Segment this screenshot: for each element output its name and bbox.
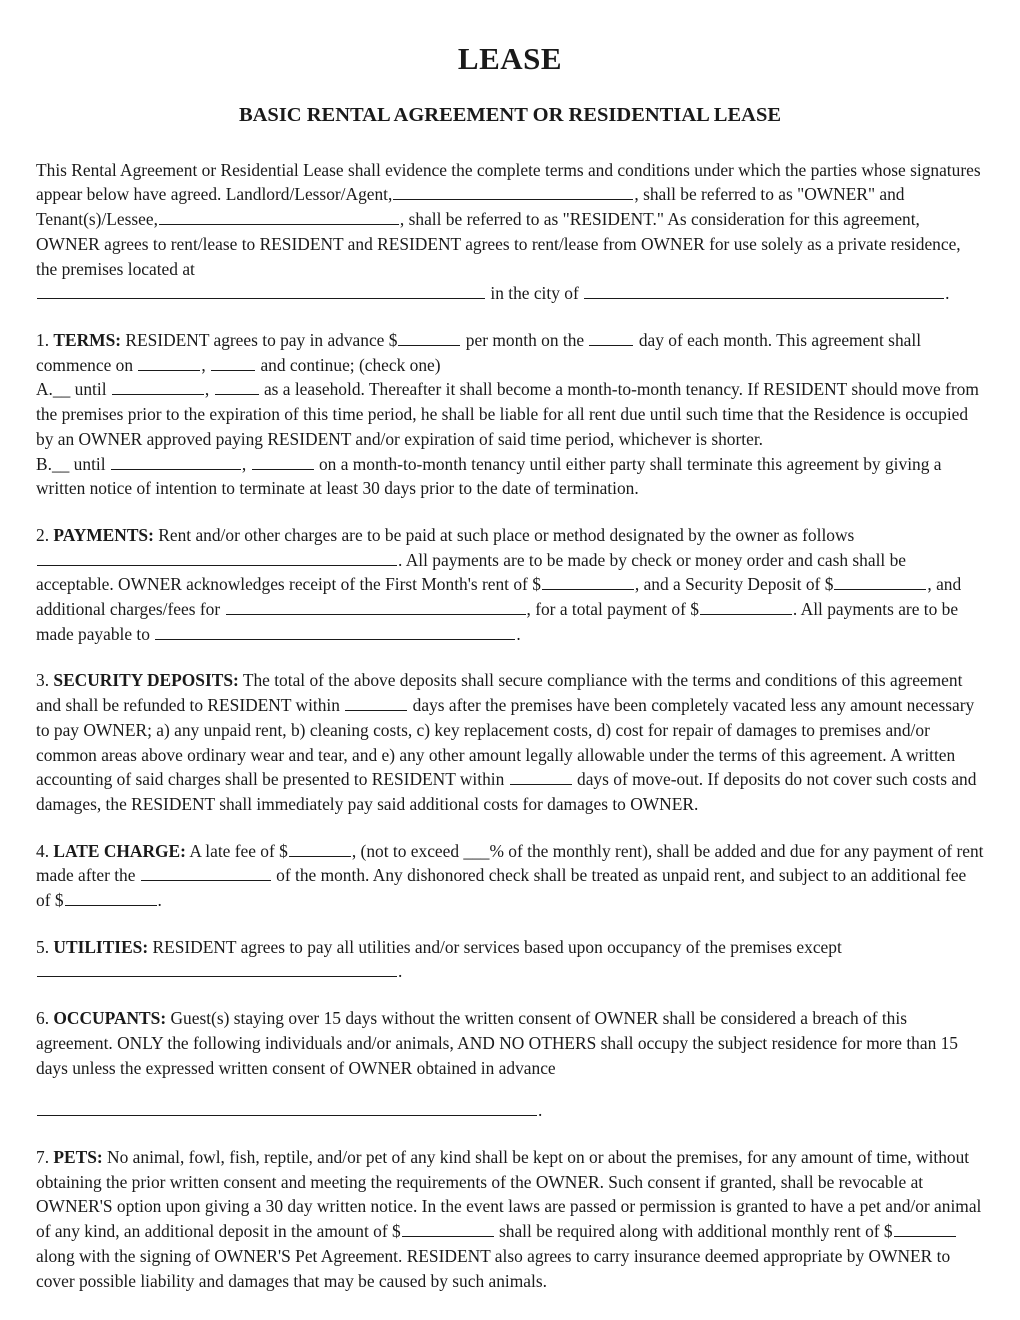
terms-text-7: ,	[204, 379, 214, 400]
section-payments	[36, 523, 984, 647]
security-deposit-blank[interactable]	[834, 573, 926, 590]
payments-text-1: Rent and/or other charges are to be paid at such place or method designated by the owner as follows	[153, 524, 855, 545]
section-utilities-number: 5.	[36, 936, 50, 957]
section-pets-heading: PETS:	[53, 1146, 103, 1167]
section-terms	[36, 328, 984, 501]
occupants-names-blank[interactable]	[37, 1099, 537, 1116]
security-text-1: The total of the above deposits shall secure compliance with the terms and conditions of this agreement and shall be refunded to RESIDENT within	[36, 670, 963, 716]
tenant-name-blank[interactable]	[159, 208, 399, 225]
terms-text-3: day of each month. This agreement shall commence on	[36, 330, 922, 375]
refund-days-blank[interactable]	[345, 694, 407, 711]
additional-charges-blank[interactable]	[226, 598, 526, 615]
pets-text-2: shall be required along with additional monthly rent of $	[494, 1221, 893, 1242]
late-text-2: , (not to exceed ___% of the monthly rent), shall be added and due for any payment of rent made after the	[36, 840, 984, 886]
utilities-exception-blank[interactable]	[37, 960, 397, 977]
late-fee-blank[interactable]	[289, 840, 351, 857]
terms-text-11: on a month-to-month tenancy until either party shall terminate this agreement by giving a written notice of intention to terminate at least 30 days prior to the date of termination.	[36, 453, 942, 499]
section-security-number: 3.	[36, 670, 50, 691]
intro-text-5: .	[945, 283, 950, 304]
intro-text	[36, 158, 984, 282]
pets-text-1: No animal, fowl, fish, reptile, and/or pet of any kind shall be kept on or about the premises, for any amount of time, without obtaining the prior written consent and meeting the requirements of the OWNER. Such consent if granted, shall be revocable at OWNER'S option upon giving a 30 day written notice. In the event laws are passed or permission is granted to have a pet and/or animal of any kind, an additional deposit in the amount of $	[36, 1146, 982, 1242]
section-utilities-body	[36, 935, 984, 960]
late-text-1: A late fee of $	[185, 840, 288, 861]
pets-text-3: along with the signing of OWNER'S Pet Agreement. RESIDENT also agrees to carry insurance deemed appropriate by OWNER to cover possible liability and damages that may be caused by such animals.	[36, 1245, 951, 1291]
section-terms-number: 1.	[36, 330, 50, 350]
late-text-3: of the month. Any dishonored check shall be treated as unpaid rent, and subject to an additional fee of $	[36, 865, 967, 911]
payments-text-6: . All payments are to be made payable to	[36, 599, 959, 644]
payable-to-blank[interactable]	[155, 623, 515, 640]
payments-text-4: , and additional charges/fees for	[36, 574, 962, 620]
section-security-deposits	[36, 668, 984, 816]
payments-line-2	[36, 548, 984, 647]
occupants-text-1: Guest(s) staying over 15 days without the written consent of OWNER shall be considered a breach of this agreement. ONLY the following individuals and/or animals, AND NO OTHERS shall occupy the subject residence for more than 15 days unless the expressed written consent of OWNER obtained in advance	[36, 1008, 958, 1078]
section-occupants	[36, 1006, 984, 1123]
section-terms-body	[36, 328, 984, 377]
monthly-rent-blank[interactable]	[398, 329, 460, 346]
premises-address-blank[interactable]	[37, 282, 485, 299]
intro-text-2: , shall be referred to as "OWNER" and Tenant(s)/Lessee,	[36, 184, 905, 230]
commence-date-blank[interactable]	[138, 354, 200, 371]
utilities-exception-line	[36, 959, 984, 984]
due-day-blank[interactable]	[589, 329, 633, 346]
section-occupants-number: 6.	[36, 1008, 50, 1029]
payments-text-7: .	[516, 623, 521, 644]
section-payments-heading: PAYMENTS:	[53, 524, 154, 545]
section-utilities	[36, 935, 984, 984]
terms-option-b	[36, 452, 984, 501]
section-security-heading: SECURITY DEPOSITS:	[53, 670, 239, 691]
section-late-charge-body	[36, 839, 984, 913]
terms-text-9: B.__ until	[36, 453, 110, 474]
dishonored-check-fee-blank[interactable]	[65, 889, 157, 906]
terms-text-8: as a leasehold. Thereafter it shall become a month-to-month tenancy. If RESIDENT should move from the premises prior to the expiration of this time period, he shall be liable for all rent due until such time that the Residence is occupied by an OWNER approved paying RESIDENT and/or expiration of said time period, whichever is shorter.	[36, 379, 979, 449]
section-terms-heading: TERMS:	[53, 330, 122, 350]
intro-paragraph	[36, 158, 984, 306]
security-text-2: days after the premises have been completely vacated less any amount necessary to pay OWNER; a) any unpaid rent, b) cleaning costs, c) key replacement costs, d) cost for repair of damages to premises and/or common areas above ordinary wear and tear, and e) any other amount legally allowable under the terms of this agreement. A written accounting of said charges shall be presented to RESIDENT within	[36, 695, 975, 790]
section-utilities-heading: UTILITIES:	[53, 936, 149, 957]
pet-deposit-blank[interactable]	[402, 1220, 494, 1237]
accounting-days-blank[interactable]	[510, 768, 572, 785]
payments-text-5: , for a total payment of $	[526, 599, 699, 620]
section-late-charge-number: 4.	[36, 840, 50, 861]
terms-text-5: and continue; (check one)	[256, 354, 441, 375]
section-payments-body	[36, 523, 984, 548]
pet-monthly-rent-blank[interactable]	[894, 1220, 956, 1237]
option-b-year-blank[interactable]	[252, 453, 314, 470]
terms-text-6: A.__ until	[36, 379, 111, 400]
page-subtitle: BASIC RENTAL AGREEMENT OR RESIDENTIAL LEASE	[238, 104, 782, 127]
section-occupants-body	[36, 1006, 984, 1080]
terms-text-10: ,	[241, 453, 251, 474]
commence-year-blank[interactable]	[211, 354, 255, 371]
intro-text-3: , shall be referred to as "RESIDENT." As consideration for this agreement, OWNER agrees to rent/lease to RESIDENT and RESIDENT agrees to rent/lease from OWNER for use solely as a private residence, the premises located at	[36, 209, 961, 279]
utilities-text-2: .	[398, 961, 403, 982]
section-pets-number: 7.	[36, 1146, 50, 1167]
occupants-names-line	[36, 1098, 984, 1123]
section-late-charge-heading: LATE CHARGE:	[53, 840, 186, 861]
terms-text-2: per month on the	[461, 330, 589, 350]
section-late-charge	[36, 839, 984, 913]
intro-text-1: This Rental Agreement or Residential Lease shall evidence the complete terms and conditions under which the parties whose signatures appear below have agreed. Landlord/Lessor/Agent,	[36, 159, 981, 205]
late-day-blank[interactable]	[141, 864, 271, 881]
payment-location-blank[interactable]	[37, 549, 397, 566]
option-a-date-blank[interactable]	[112, 378, 204, 395]
occupants-text-2: .	[538, 1100, 543, 1121]
late-text-4: .	[157, 890, 162, 911]
terms-text-1: RESIDENT agrees to pay in advance $	[121, 330, 398, 350]
section-pets	[36, 1145, 984, 1293]
premises-line	[36, 281, 984, 306]
option-b-date-blank[interactable]	[111, 453, 241, 470]
payments-text-3: , and a Security Deposit of $	[634, 574, 834, 595]
section-pets-body	[36, 1145, 984, 1293]
payments-text-2: . All payments are to be made by check or money order and cash shall be acceptable. OWNER acknowledges receipt of the First Month's rent of $	[36, 549, 907, 595]
page-title: LEASE	[457, 41, 563, 76]
section-payments-number: 2.	[36, 524, 50, 545]
intro-text-4: in the city of	[490, 283, 579, 304]
landlord-name-blank[interactable]	[393, 183, 633, 200]
option-a-year-blank[interactable]	[215, 378, 259, 395]
total-payment-blank[interactable]	[700, 598, 792, 615]
terms-option-a	[36, 377, 984, 451]
section-occupants-heading: OCCUPANTS:	[53, 1008, 167, 1029]
security-text-3: days of move-out. If deposits do not cover such costs and damages, the RESIDENT shall immediately pay said additional costs for damages to OWNER.	[36, 769, 977, 814]
first-month-rent-blank[interactable]	[542, 573, 634, 590]
section-security-body	[36, 668, 984, 816]
utilities-text-1: RESIDENT agrees to pay all utilities and/or services based upon occupancy of the premises except	[148, 936, 842, 957]
terms-text-4: ,	[201, 354, 211, 375]
premises-city-blank[interactable]	[584, 282, 944, 299]
